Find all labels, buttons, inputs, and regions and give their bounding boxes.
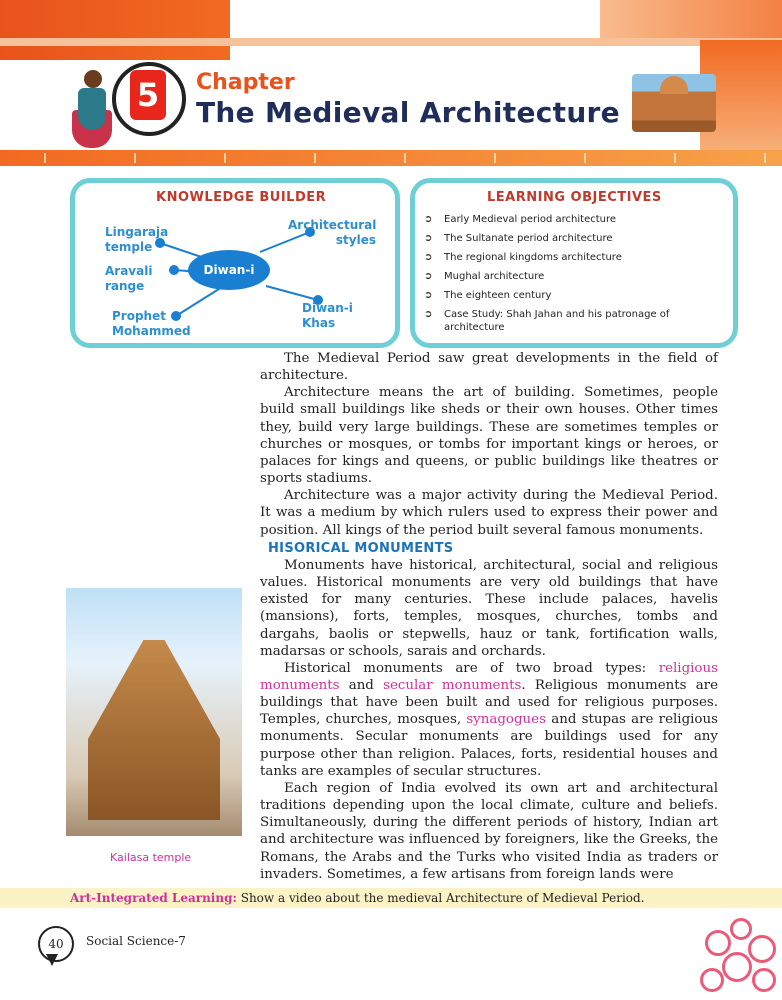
mindmap-node-khas: Diwan-i Khas [302,301,353,330]
paragraph: Historical monuments are of two broad types: religious monuments and secular monuments. Religious monuments are buildings that have been built and used for religious purposes. Temples, churches, mosques, synagogues and stupas are religious monuments. Secular monuments are buildings used for any purpose other than religion. Palaces, forts, residential houses and tanks are examples of secular structures. [260,660,718,779]
header-orange-block-right [600,0,782,40]
ring-decoration-icon [730,918,752,940]
mindmap-node-architectural: Architectural styles [288,218,377,247]
page-number: 40 [38,926,74,962]
mindmap-node-aravali: Aravali range [105,264,153,293]
paragraph: Monuments have historical, architectural, social and religious values. Historical monuments are very old buildings that have existed for many centuries. These include palaces, havelis (mansions), forts, temples, mosques, churches, tombs and dargahs, baolis or stepwells, hauz or tank, fortification walls, madarsas or schools, sarais and orchards. [260,557,718,659]
paragraph: The Medieval Period saw great developments in the field of architecture. [260,351,718,384]
chapter-label: Chapter [196,70,295,95]
header-band-pattern [0,153,782,163]
arrow-bullet-icon: ➲ [424,233,433,244]
ring-decoration-icon [752,968,776,992]
list-item: ➲ Case Study: Shah Jahan and his patronage of architecture [424,309,670,333]
art-integrated-learning [70,891,645,905]
art-integrated-learning-text: Show a video about the medieval Architecture of Medieval Period. [236,891,645,905]
term-secular-monuments: secular monuments [383,677,522,693]
knowledge-builder-title: KNOWLEDGE BUILDER [156,190,327,205]
list-item: ➲ Mughal architecture [424,271,545,282]
arrow-bullet-icon: ➲ [424,309,433,320]
paragraph: Architecture means the art of building. Sometimes, people build small buildings like sheds or their own houses. Other times they, build very large buildings. These are sometimes temples or churches or mosques, or tombs for important kings or heroes, or palaces for kings and queens, or public buildings like theatres or sports stadiums. [260,385,718,487]
book-name: Social Science-7 [86,934,186,948]
dancer-illustration [78,88,106,130]
mindmap-node-prophet: Prophet Mohammed [112,309,191,338]
page-title: The Medieval Architecture [196,96,620,129]
paragraph: Architecture was a major activity during the Medieval Period. It was a medium by which rulers used to express their power and position. All kings of the period built several famous monuments. [260,488,718,538]
art-integrated-learning-label: Art-Integrated Learning: [70,891,237,905]
list-item: ➲ The regional kingdoms architecture [424,252,622,263]
learning-objectives-list [424,213,714,340]
arrow-bullet-icon: ➲ [424,271,433,282]
connector-dot [170,266,178,274]
list-item: ➲ The eighteen century [424,290,552,301]
list-item: ➲ The Sultanate period architecture [424,233,613,244]
list-item: ➲ Early Medieval period architecture [424,214,617,225]
section-heading: HISORICAL MONUMENTS [268,540,454,556]
ring-decoration-icon [722,952,752,982]
connector-khas [266,286,318,300]
ring-decoration-icon [705,930,731,956]
header-strip [0,38,782,46]
arrow-bullet-icon: ➲ [424,214,433,225]
ring-decoration-icon [700,968,724,992]
ring-decoration-icon [748,935,776,963]
dancer-illustration-head [84,70,102,88]
figure-caption: Kailasa temple [110,851,192,864]
mindmap-node-lingaraja: Lingaraja temple [105,225,169,254]
learning-objectives-title: LEARNING OBJECTIVES [487,190,662,205]
body-text [260,350,718,883]
chapter-number: 5 [130,70,166,120]
arrow-bullet-icon: ➲ [424,252,433,263]
arrow-bullet-icon: ➲ [424,290,433,301]
term-synagogues: synagogues [466,712,546,728]
paragraph: Each region of India evolved its own art and architectural traditions depending upon the local climate, culture and beliefs. Simultaneously, during the different periods of history, Indian art and architecture was influenced by foreigners, like the Greeks, the Romans, the Arabs and the Turks who visited India as traders or invaders. Sometimes, a few artisans from foreign lands were [260,780,718,882]
mindmap-center: Diwan-i Aam [188,250,270,290]
term-religious-monuments: religious monuments [260,660,718,693]
header-orange-block-left [0,0,230,60]
